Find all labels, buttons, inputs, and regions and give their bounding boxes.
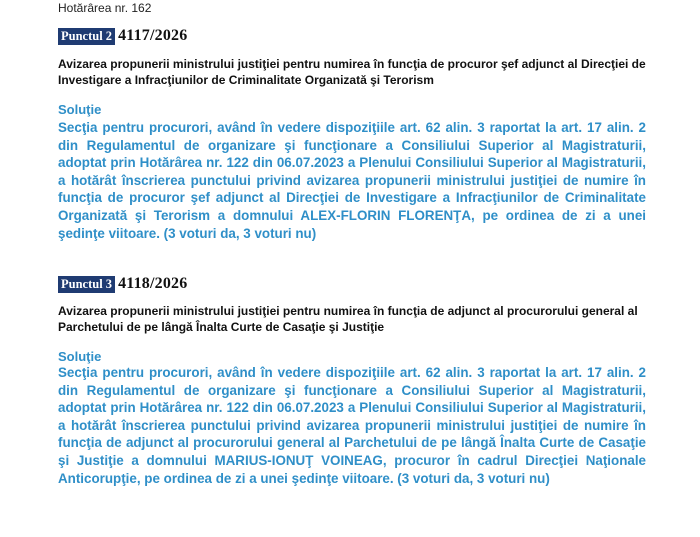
item-header	[58, 275, 187, 293]
decision-number: Hotărârea nr. 162	[58, 1, 152, 15]
solution-label: Soluţie	[58, 349, 102, 364]
item-number: 4118/2026	[118, 275, 188, 292]
item-subject: Avizarea propunerii ministrului justiţiei pentru numirea în funcţia de procuror şef adjunct al Direcţiei de Investigare a Infracţiunilor de Criminalitate Organizată şi Terorism	[58, 57, 646, 87]
item-badge: Punctul 2	[58, 28, 115, 45]
solution-text: Secţia pentru procurori, având în vedere dispoziţiile art. 62 alin. 3 raportat la art. 17 alin. 2 din Regulamentul de organizare şi funcţionare a Consiliului Superior al Magistraturii, adoptat prin Hotărârea nr. 122 din 06.07.2023 a Plenului Consiliului Superior al Magistraturii, a hotărât înscrierea punctului privind avizarea propunerii ministrului justiţiei de numire în funcţia de adjunct al procurorului general al Parchetului de pe lângă Înalta Curte de Casaţie şi Justiţie a domnului MARIUS-IONUŢ VOINEAG, procuror în cadrul Direcţiei Naţionale Anticorupţie, pe ordinea de zi a unei şedinţe viitoare. (3 voturi da, 3 voturi nu)	[58, 365, 646, 486]
item-badge: Punctul 3	[58, 276, 115, 293]
item-header	[58, 27, 187, 45]
item-number: 4117/2026	[118, 27, 188, 44]
solution-label: Soluţie	[58, 102, 102, 117]
solution-text: Secţia pentru procurori, având în vedere dispoziţiile art. 62 alin. 3 raportat la art. 17 alin. 2 din Regulamentul de organizare şi funcţionare a Consiliului Superior al Magistraturii, adoptat prin Hotărârea nr. 122 din 06.07.2023 a Plenului Consiliului Superior al Magistraturii, a hotărât înscrierea punctului privind avizarea propunerii ministrului justiţiei de numire în funcţia de procuror şef adjunct al Direcţiei de Investigare a Infracţiunilor de Criminalitate Organizată şi Terorism a domnului ALEX-FLORIN FLORENŢA, pe ordinea de zi a unei şedinţe viitoare. (3 voturi da, 3 voturi nu)	[58, 120, 646, 241]
item-subject: Avizarea propunerii ministrului justiţiei pentru numirea în funcţia de adjunct al procurorului general al Parchetului de pe lângă Înalta Curte de Casaţie şi Justiţie	[58, 304, 638, 334]
